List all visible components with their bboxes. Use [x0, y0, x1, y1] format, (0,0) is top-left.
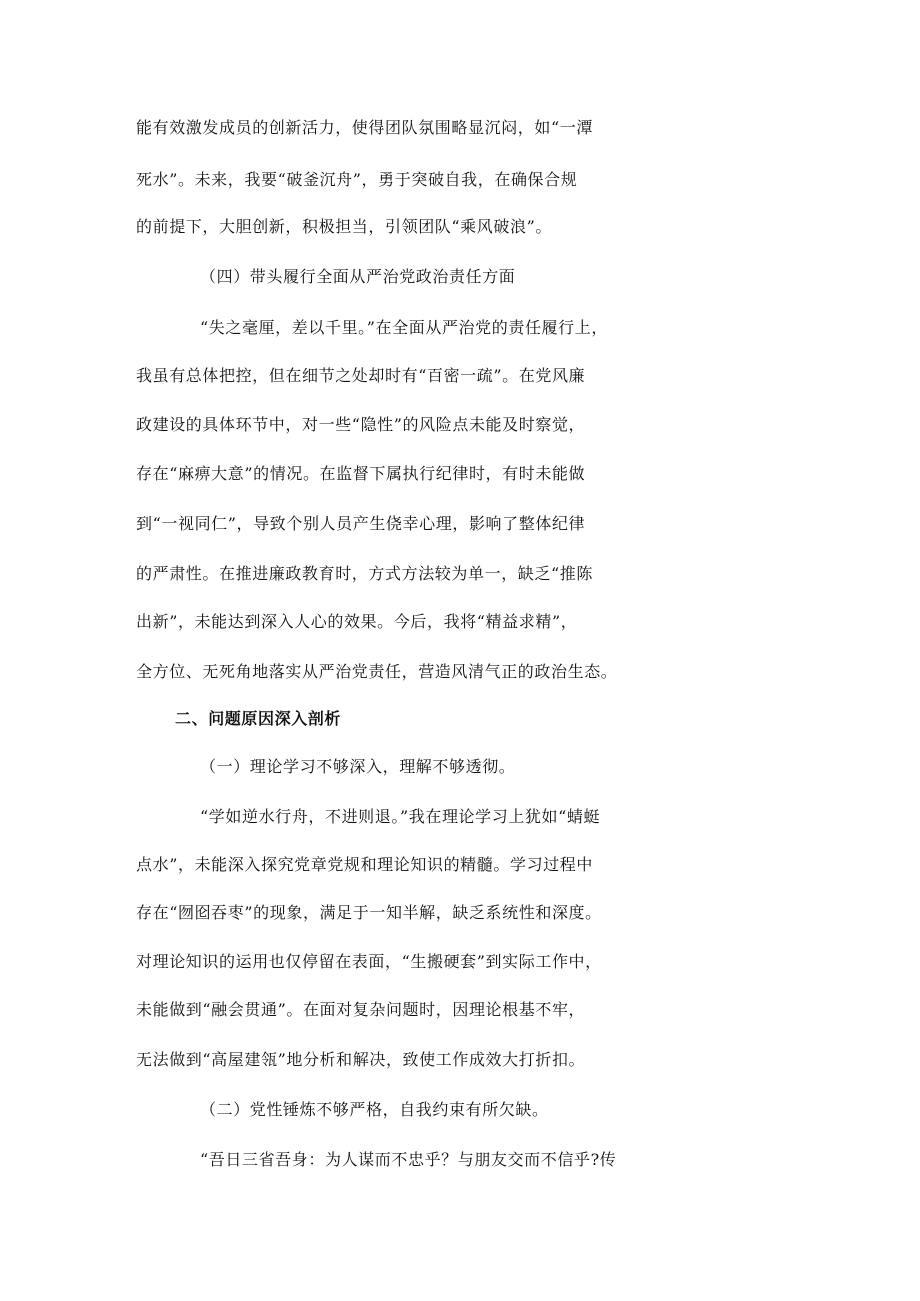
section-heading: 二、问题原因深入剖析 — [175, 709, 342, 728]
paragraph-line: 出新”，未能达到深入人心的效果。今后，我将“精益求精”， — [136, 612, 578, 631]
paragraph-line: 政建设的具体环节中，对一些“隐性”的风险点未能及时察觉， — [136, 415, 586, 434]
paragraph-line: 存在“囫囵吞枣”的现象，满足于一知半解，缺乏系统性和深度。 — [136, 903, 602, 922]
paragraph-line: 我虽有总体把控，但在细节之处却时有“百密一疏”。在党风廉 — [136, 366, 586, 385]
paragraph-line: 全方位、无死角地落实从严治党责任，营造风清气正的政治生态。 — [136, 662, 618, 681]
paragraph-line: “学如逆水行舟，不进则退。”我在理论学习上犹如“蜻蜓 — [200, 807, 601, 826]
paragraph-line: “失之毫厘，差以千里。”在全面从严治党的责任履行上， — [200, 318, 608, 337]
paragraph-line: 点水”，未能深入探究党章党规和理论知识的精髓。学习过程中 — [136, 855, 593, 874]
section-subheading: （一）理论学习不够深入，理解不够透彻。 — [200, 757, 516, 776]
paragraph-line: 存在“麻痹大意”的情况。在监督下属执行纪律时，有时未能做 — [136, 464, 586, 483]
paragraph-line: 的严肃性。在推进廉政教育时，方式方法较为单一，缺乏“推陈 — [136, 564, 593, 583]
paragraph-line: 对理论知识的运用也仅停留在表面，“生搬硬套”到实际工作中， — [136, 952, 602, 971]
paragraph-line: “吾日三省吾身：为人谋而不忠乎？与朋友交而不信乎?传 — [200, 1150, 617, 1169]
paragraph-line: 到“一视同仁”，导致个别人员产生侥幸心理，影响了整体纪律 — [136, 514, 586, 533]
section-subheading: （四）带头履行全面从严治党政治责任方面 — [200, 267, 516, 286]
paragraph-line: 未能做到“融会贯通”。在面对复杂问题时，因理论根基不牢， — [136, 1000, 586, 1019]
paragraph-line: 无法做到“高屋建瓴”地分析和解决，致使工作成效大打折扣。 — [136, 1050, 586, 1069]
paragraph-line: 的前提下，大胆创新，积极担当，引领团队“乘风破浪”。 — [136, 217, 552, 236]
paragraph-line: 能有效激发成员的创新活力，使得团队氛围略显沉闷，如“一潭 — [136, 118, 593, 137]
paragraph-line: 死水”。未来，我要“破釜沉舟”，勇于突破自我，在确保合规 — [136, 170, 578, 189]
section-subheading: （二）党性锤炼不够严格，自我约束有所欠缺。 — [200, 1100, 549, 1119]
